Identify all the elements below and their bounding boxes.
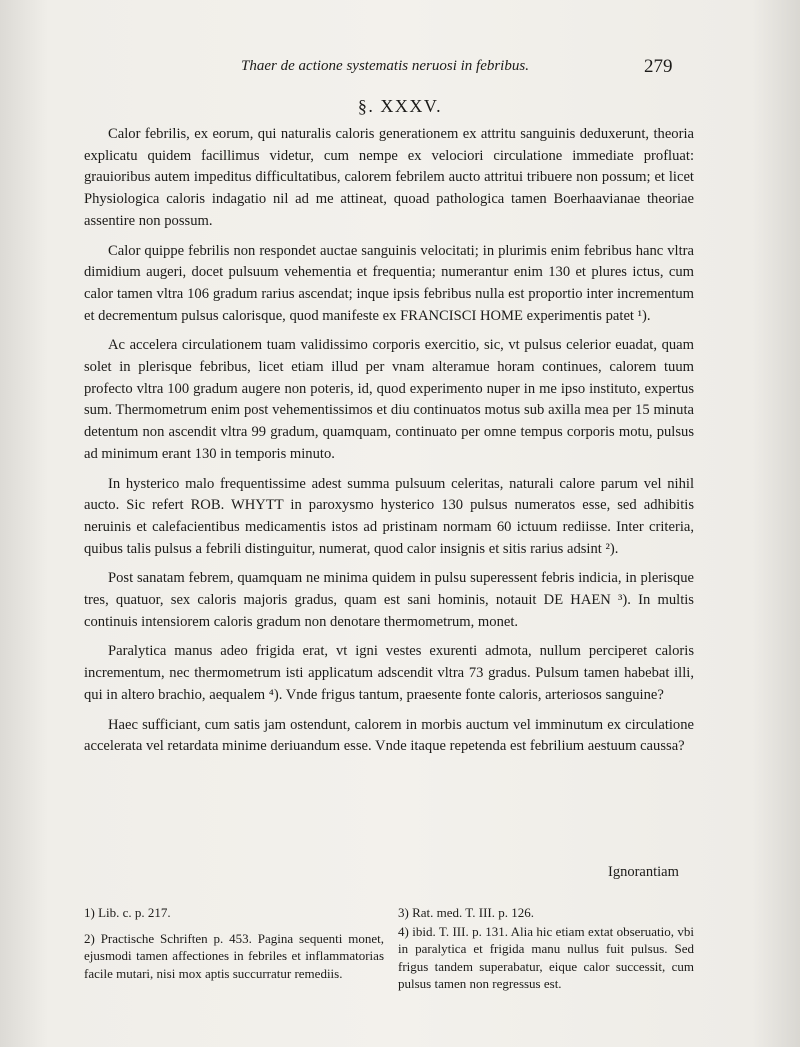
footnote: 4) ibid. T. III. p. 131. Alia hic etiam extat obseruatio, vbi in paralytica et frigida manu nullus fuit pulsus. Sed frigus tandem superabatur, eique calor successit, cum pulsus tamen non regressus est. (398, 923, 694, 991)
running-head: Thaer de actione systematis neruosi in febribus. (241, 58, 529, 74)
footnote: 1) Lib. c. p. 217. (84, 905, 171, 920)
paragraph: Calor quippe febrilis non respondet auctae sanguinis velocitati; in plurimis enim febribus hanc vltra dimidium augeri, docet pulsuum vehementia et frequentia; numerantur enim 130 et plures ictus, cum calor tamen vltra 106 gradum rarius ascendat; inque ipsis febribus nulla est proportio inter incrementum et decrementum pulsus calorisque, quod manifeste ex FRANCISCI HOME experimentis patet ¹). (84, 242, 694, 324)
footnotes-left (84, 904, 384, 990)
section-heading: §. XXXV. (357, 96, 443, 116)
paragraph: Calor febrilis, ex eorum, qui naturalis caloris generationem ex attritu sanguinis deduxerunt, theoria explicatu quidem facillimus videtur, cum nempe ex velociori circulatione immediate profluat: grauioribus autem impeditus difficultatibus, calorem febrilem aucto attritui tribuere non possum; et licet Physiologica caloris indagatio nil ad me attineat, quoad pathologica tamen Boerhaavianae theoriae assentire non possum. (84, 126, 694, 229)
footnote: 2) Practische Schriften p. 453. Pagina sequenti monet, ejusmodi tamen affectiones in febriles et inflammatorias facile mutari, nisi mox aptis succurratur remediis. (84, 930, 384, 981)
page-number: 279 (644, 56, 673, 77)
footnote: 3) Rat. med. T. III. p. 126. (398, 905, 534, 920)
paragraph: In hysterico malo frequentissime adest summa pulsuum celeritas, naturali calore parum vel nihil aucto. Sic refert ROB. WHYTT in paroxysmo hysterico 130 pulsus numeratos esse, sed adhibitis neruinis et calefacientibus medicamentis istos ad pristinam normam 60 ictuum rediisse. Inter criteria, quibus talis pulsus a febrili distinguitur, numerat, quod calor insignis et sitis rarius adsint ²). (84, 475, 694, 557)
paragraph: Post sanatam febrem, quamquam ne minima quidem in pulsu superessent febris indicia, in plerisque tres, quatuor, sex caloris majoris gradus, quam est sani hominis, notauit DE HAEN ³). In multis continuis intensiorem caloris gradum non denotare thermometrum, monet. (84, 570, 694, 630)
catchword: Ignorantiam (608, 864, 679, 880)
body-text (84, 124, 694, 766)
paragraph: Ac accelera circulationem tuam validissimo corporis exercitio, sic, vt pulsus celerior euadat, quam solet in plerisque febribus, licet etiam illud per vnam alteramue horam continues, calorem tuum profecto vltra 100 gradum augere non poteris, id, quod experimento nuper in me ipso instituto, expertus sum. Thermometrum enim post vehementissimos et diu continuatos motus sub axilla mea per 15 minuta detentum non ascendit vltra 99 gradum, quamquam, continuato per omne tempus corporis motu, pulsus ad minimum erant 130 in temporis minuto. (84, 337, 694, 462)
paragraph: Paralytica manus adeo frigida erat, vt igni vestes exurenti admota, nullum perciperet caloris incrementum, nec thermometrum isti applicatum adscendit vltra 73 gradus. Pulsum tamen habebat illi, qui in altero brachio, aequalem ⁴). Vnde frigus tantum, praesente fonte caloris, arteriosos sanguine? (84, 643, 694, 703)
paragraph: Haec sufficiant, cum satis jam ostendunt, calorem in morbis auctum vel imminutum ex circulatione accelerata vel retardata minime deriuandum esse. Vnde itaque repetenda est febrilium aestuum caussa? (84, 716, 694, 755)
footnotes-right (398, 904, 694, 994)
